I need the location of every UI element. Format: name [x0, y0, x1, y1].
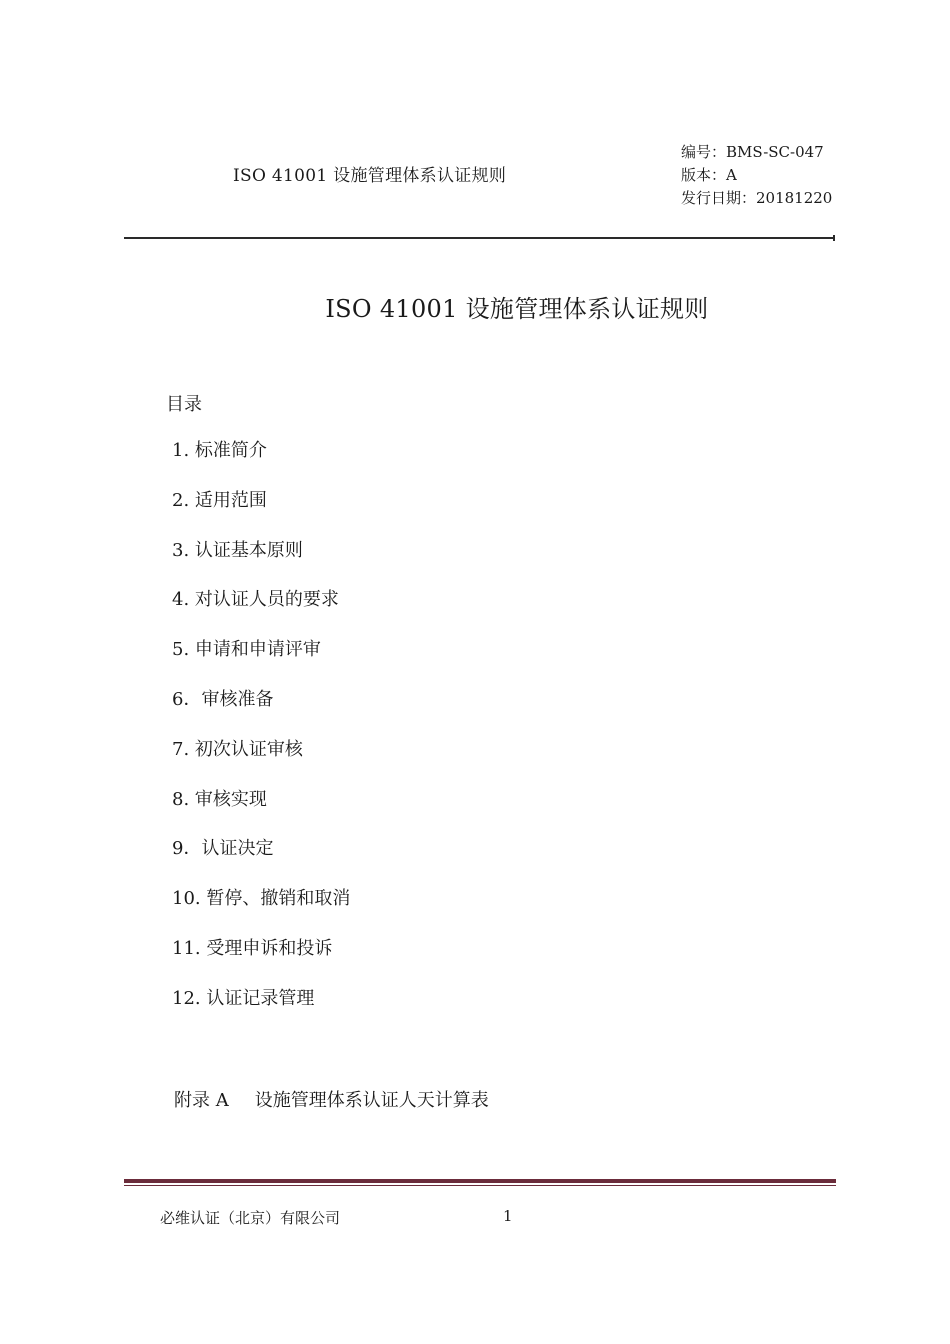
toc-item: 11. 受理申诉和投诉: [172, 937, 333, 959]
header-divider-end: [833, 235, 835, 241]
doc-issue-date: 发行日期：20181220: [681, 189, 833, 207]
toc-item: 6．审核准备: [172, 688, 274, 710]
doc-version: 版本：A: [681, 166, 737, 184]
toc-item: 12. 认证记录管理: [172, 987, 315, 1009]
toc-item: 8. 审核实现: [172, 788, 267, 810]
appendix-label: 附录 A: [174, 1090, 229, 1111]
table-of-contents: [172, 438, 350, 1036]
toc-item: 1. 标准简介: [172, 440, 267, 461]
toc-item: 7. 初次认证审核: [172, 738, 303, 760]
toc-item: 10. 暂停、撤销和取消: [172, 888, 351, 910]
toc-item: 5. 申请和申请评审: [172, 639, 321, 661]
document-meta: [681, 141, 832, 210]
toc-item: 2. 适用范围: [172, 489, 267, 511]
toc-item: 3. 认证基本原则: [172, 539, 303, 561]
toc-item: 4. 对认证人员的要求: [172, 589, 339, 611]
doc-number: 编号：BMS-SC-047: [681, 143, 824, 161]
appendix-title: 设施管理体系认证人天计算表: [254, 1090, 489, 1111]
appendix-entry: [174, 1086, 489, 1112]
header-divider: [124, 237, 835, 239]
document-title: ISO 41001 设施管理体系认证规则: [325, 295, 709, 323]
toc-heading: 目录: [166, 394, 202, 415]
header-title: ISO 41001 设施管理体系认证规则: [233, 166, 507, 186]
footer-divider-thin: [124, 1185, 836, 1186]
footer-divider: [124, 1179, 836, 1183]
toc-item: 9．认证决定: [172, 838, 274, 860]
page-number: 1: [503, 1207, 513, 1225]
footer-company: 必维认证（北京）有限公司: [160, 1209, 341, 1227]
